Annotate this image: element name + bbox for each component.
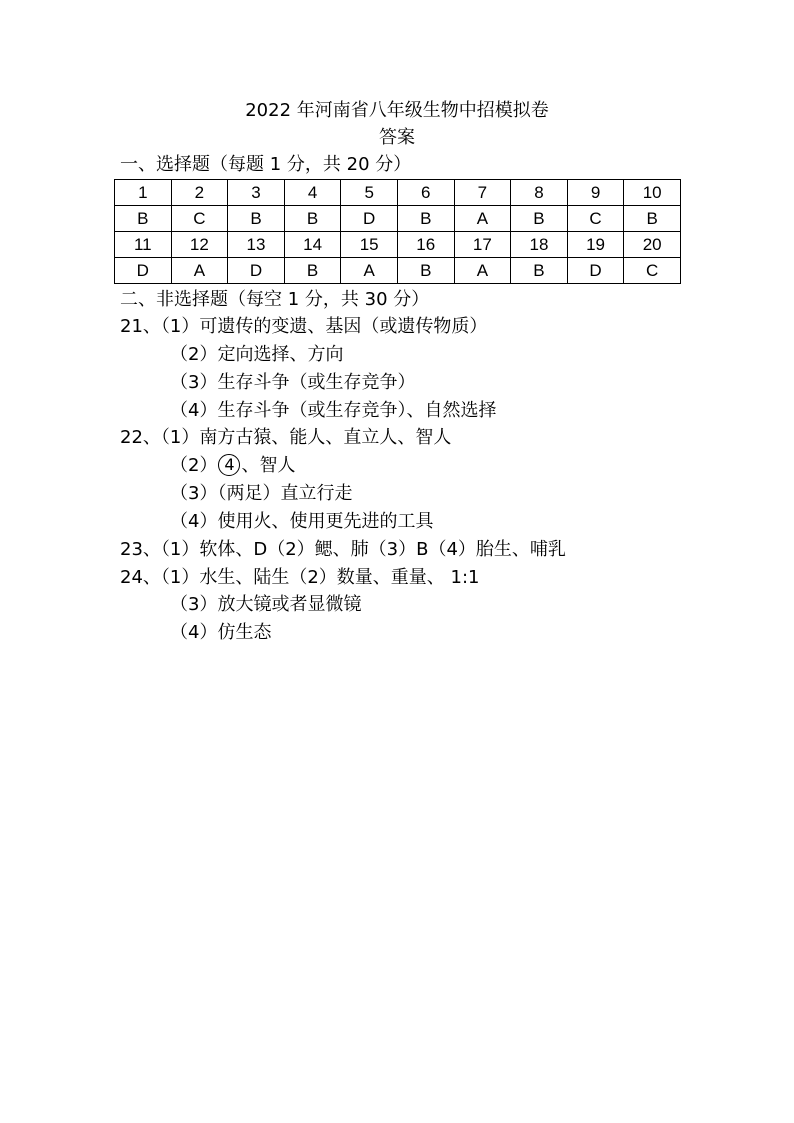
answer-cell: A bbox=[171, 258, 228, 284]
q24-part1: 24、（1）水生、陆生（2）数量、重量、 1:1 bbox=[120, 567, 480, 588]
q21-part4: （4）生存斗争（或生存竞争）、自然选择 bbox=[170, 400, 497, 421]
question-number-cell: 20 bbox=[624, 232, 681, 258]
question-number-cell: 17 bbox=[454, 232, 511, 258]
q23-answer: 23、（1）软体、D（2）鳃、肺（3）B（4）胎生、哺乳 bbox=[120, 539, 566, 560]
answer-cell: C bbox=[624, 258, 681, 284]
question-number-cell: 15 bbox=[341, 232, 398, 258]
table-row bbox=[115, 232, 681, 258]
q21-part1: 21、（1）可遗传的变遗、基因（或遗传物质） bbox=[120, 316, 488, 337]
answer-cell: B bbox=[397, 206, 454, 232]
question-number-cell: 5 bbox=[341, 180, 398, 206]
answer-cell: A bbox=[454, 258, 511, 284]
q21-part3: （3）生存斗争（或生存竞争） bbox=[170, 372, 416, 393]
answer-cell: B bbox=[115, 206, 172, 232]
answer-cell: C bbox=[567, 206, 624, 232]
q21-part2: （2）定向选择、方向 bbox=[170, 344, 344, 365]
answer-cell: D bbox=[567, 258, 624, 284]
answer-cell: D bbox=[115, 258, 172, 284]
question-number-cell: 12 bbox=[171, 232, 228, 258]
q22-part3: （3）（两足）直立行走 bbox=[170, 483, 353, 504]
answer-cell: B bbox=[228, 206, 285, 232]
answer-cell: B bbox=[284, 206, 341, 232]
answer-cell: B bbox=[511, 258, 568, 284]
question-number-cell: 10 bbox=[624, 180, 681, 206]
question-number-cell: 18 bbox=[511, 232, 568, 258]
q22-part1: 22、（1）南方古猿、能人、直立人、智人 bbox=[120, 427, 452, 448]
q22-part2-suffix: 、智人 bbox=[241, 455, 296, 476]
table-row bbox=[115, 206, 681, 232]
choice-answer-table bbox=[114, 179, 681, 284]
question-number-cell: 11 bbox=[115, 232, 172, 258]
answer-cell: A bbox=[341, 258, 398, 284]
question-number-cell: 3 bbox=[228, 180, 285, 206]
question-number-cell: 7 bbox=[454, 180, 511, 206]
q22-part4: （4）使用火、使用更先进的工具 bbox=[170, 511, 434, 532]
answer-cell: B bbox=[397, 258, 454, 284]
q24-part3: （3）放大镜或者显微镜 bbox=[170, 594, 362, 615]
question-number-cell: 16 bbox=[397, 232, 454, 258]
question-number-cell: 4 bbox=[284, 180, 341, 206]
question-number-cell: 13 bbox=[228, 232, 285, 258]
question-number-cell: 6 bbox=[397, 180, 454, 206]
section-2-heading: 二、非选择题（每空 1 分，共 30 分） bbox=[120, 289, 430, 310]
page-title: 2022 年河南省八年级生物中招模拟卷 bbox=[245, 100, 549, 121]
question-number-cell: 9 bbox=[567, 180, 624, 206]
q22-part2-prefix: （2） bbox=[170, 455, 218, 476]
q24-part4: （4）仿生态 bbox=[170, 622, 272, 643]
table-row bbox=[115, 180, 681, 206]
answer-cell: B bbox=[284, 258, 341, 284]
question-number-cell: 2 bbox=[171, 180, 228, 206]
question-number-cell: 1 bbox=[115, 180, 172, 206]
answer-cell: B bbox=[511, 206, 568, 232]
answer-cell: C bbox=[171, 206, 228, 232]
answer-cell: D bbox=[341, 206, 398, 232]
page-subtitle: 答案 bbox=[379, 127, 415, 148]
question-number-cell: 14 bbox=[284, 232, 341, 258]
table-row bbox=[115, 258, 681, 284]
q22-part2 bbox=[170, 454, 295, 478]
circled-number: 4 bbox=[218, 454, 240, 476]
section-1-heading: 一、选择题（每题 1 分，共 20 分） bbox=[120, 154, 412, 175]
question-number-cell: 19 bbox=[567, 232, 624, 258]
answer-cell: D bbox=[228, 258, 285, 284]
answer-cell: A bbox=[454, 206, 511, 232]
answer-cell: B bbox=[624, 206, 681, 232]
question-number-cell: 8 bbox=[511, 180, 568, 206]
